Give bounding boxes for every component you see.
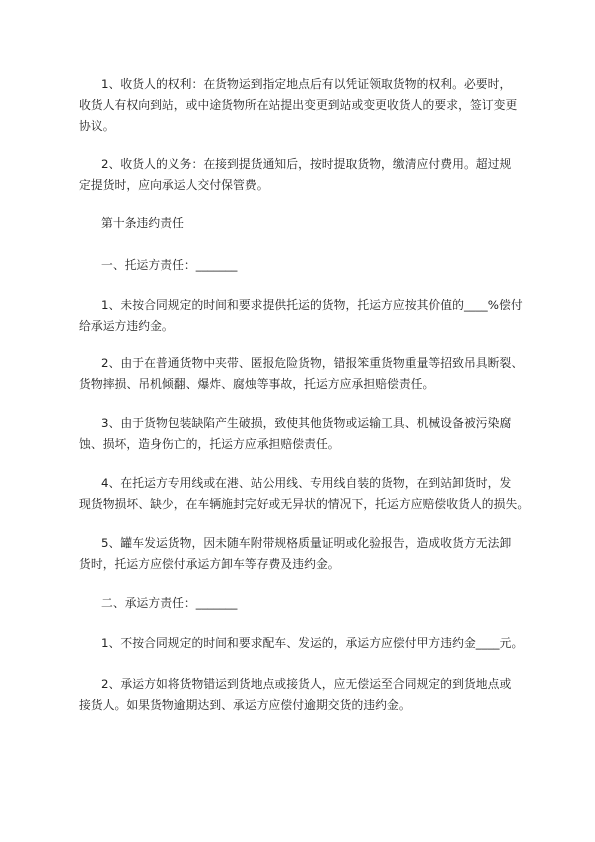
text-line: 3、由于货物包装缺陷产生破损，致使其他货物或运输工具、机械设备被污染腐 bbox=[101, 416, 512, 430]
heading-text: 第十条违约责任 bbox=[101, 216, 184, 230]
text-line: 给承运方违约金。 bbox=[79, 319, 174, 333]
paragraph-shipper-item-1 bbox=[79, 295, 539, 337]
section-heading-article-10 bbox=[79, 213, 539, 234]
text-line: 现货物损坏、缺少，在车辆施封完好或无异状的情况下，托运方应赔偿收货人的损失。 bbox=[79, 497, 530, 511]
text-line: 1、不按合同规定的时间和要求配车、发运的，承运方应偿付甲方违约金____元。 bbox=[101, 636, 524, 650]
paragraph-shipper-item-4 bbox=[79, 473, 539, 515]
subheading-text: 一、托运方责任：_______ bbox=[101, 258, 238, 272]
paragraph-shipper-item-3 bbox=[79, 413, 539, 455]
text-line: 货物摔损、吊机倾翻、爆炸、腐烛等事故，托运方应承担赔偿责任。 bbox=[79, 377, 435, 391]
text-line: 蚀、损坏，造身伤亡的，托运方应承担赔偿责任。 bbox=[79, 437, 340, 451]
paragraph-shipper-item-2 bbox=[79, 353, 539, 395]
text-line: 协议。 bbox=[79, 119, 115, 133]
paragraph-carrier-item-1 bbox=[79, 633, 539, 654]
subsection-carrier-liability bbox=[79, 593, 539, 614]
text-line: 接货人。如果货物逾期达到、承运方应偿付逾期交货的违约金。 bbox=[79, 698, 411, 712]
text-line: 2、收货人的义务：在接到提货通知后，按时提取货物，缴清应付费用。超过规 bbox=[101, 157, 512, 171]
text-line: 5、罐车发运货物，因未随车附带规格质量证明或化验报告，造成收货方无法卸 bbox=[101, 536, 512, 550]
text-line: 货时，托运方应偿付承运方卸车等存费及违约金。 bbox=[79, 557, 340, 571]
subsection-shipper-liability bbox=[79, 255, 539, 276]
paragraph-consignee-duties bbox=[79, 154, 539, 196]
text-line: 2、承运方如将货物错运到货地点或接货人，应无偿运至合同规定的到货地点或 bbox=[101, 677, 512, 691]
text-line: 收货人有权向到站，或中途货物所在站提出变更到站或变更收货人的要求，签订变更 bbox=[79, 98, 518, 112]
text-line: 1、未按合同规定的时间和要求提供托运的货物，托运方应按其价值的____%偿付 bbox=[101, 298, 523, 312]
text-line: 1、收货人的权利：在货物运到指定地点后有以凭证领取货物的权利。必要时， bbox=[101, 77, 512, 91]
paragraph-consignee-rights bbox=[79, 74, 539, 137]
paragraph-shipper-item-5 bbox=[79, 533, 539, 575]
text-line: 2、由于在普通货物中夹带、匿报危险货物，错报笨重货物重量等招致吊具断裂、 bbox=[101, 356, 524, 370]
text-line: 定提货时，应向承运人交付保管费。 bbox=[79, 178, 269, 192]
text-line: 4、在托运方专用线或在港、站公用线、专用线自装的货物，在到站卸货时，发 bbox=[101, 476, 512, 490]
subheading-text: 二、承运方责任：_______ bbox=[101, 596, 238, 610]
paragraph-carrier-item-2 bbox=[79, 674, 539, 716]
